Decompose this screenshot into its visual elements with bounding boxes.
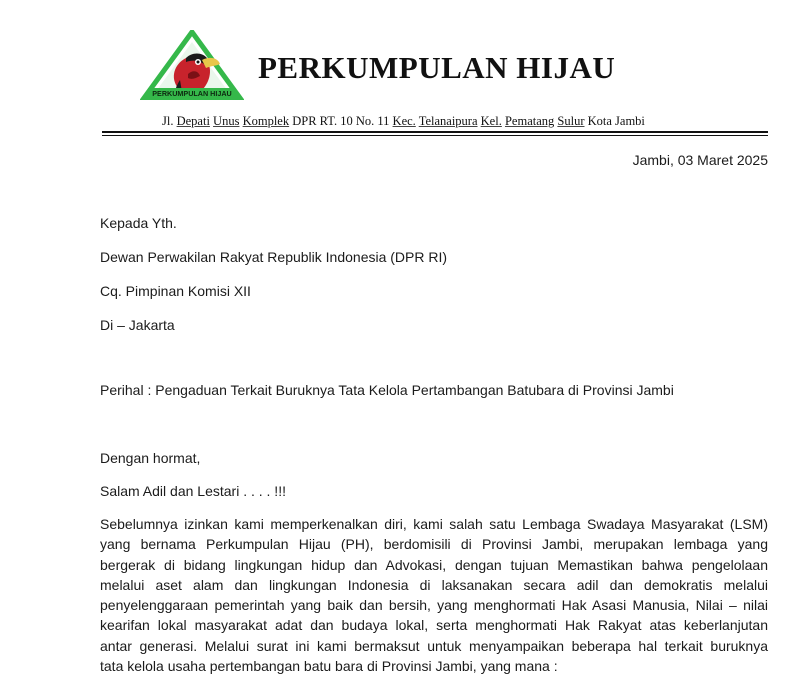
address-text: Jl. bbox=[162, 114, 177, 128]
address-word-underlined: Komplek bbox=[242, 114, 290, 128]
address-word-underlined: Telanaipura bbox=[418, 114, 478, 128]
organization-address bbox=[162, 114, 645, 129]
letter-subject: Perihal : Pengaduan Terkait Buruknya Tata Kelola Pertambangan Batubara di Provinsi Jambi bbox=[100, 382, 674, 398]
body-line: antar generasi. Melalui surat ini kami bermaksut untuk menyampaikan beberapa hal terkait buruknya bbox=[100, 637, 768, 654]
logo-text: PERKUMPULAN HIJAU bbox=[152, 89, 232, 98]
address-text: DPR RT. 10 No. 11 bbox=[289, 114, 393, 128]
body-paragraph bbox=[100, 514, 768, 676]
greeting: Dengan hormat, bbox=[100, 450, 201, 466]
address-word-underlined: Kel. bbox=[480, 114, 502, 128]
organization-name: PERKUMPULAN HIJAU bbox=[258, 50, 616, 85]
address-word-underlined: Unus bbox=[213, 114, 240, 128]
body-line: yang bernama Perkumpulan Hijau (PH), berdomisili di Provinsi Jambi, merupakan lembaga yang bbox=[100, 536, 768, 553]
address-word-underlined: Sulur bbox=[557, 114, 585, 128]
recipient-salutation: Kepada Yth. bbox=[100, 215, 177, 231]
recipient-location: Di – Jakarta bbox=[100, 317, 175, 333]
letterhead-rule-thick bbox=[102, 131, 768, 133]
recipient-attention: Cq. Pimpinan Komisi XII bbox=[100, 283, 251, 299]
body-line: penyelenggaraan pemerintah yang baik dan bersih, yang menghormati Hak Asasi Manusia, Nilai – nilai bbox=[100, 597, 768, 614]
organization-logo bbox=[140, 30, 244, 100]
body-line: Sebelumnya izinkan kami memperkenalkan diri, kami salah satu Lembaga Swadaya Masyarakat (LSM) bbox=[100, 516, 768, 532]
letter-date: Jambi, 03 Maret 2025 bbox=[632, 152, 768, 168]
body-line: kearifan lokal masyarakat adat dan budaya lokal, serta menghormati Hak Rakyat atas keberlanjutan bbox=[100, 617, 768, 634]
body-line: bergerak di bidang lingkungan hidup dan Advokasi, dengan tujuan Memastikan bahwa pengelolaan bbox=[100, 556, 768, 573]
address-word-underlined: Pematang bbox=[504, 114, 555, 128]
address-word-underlined: Depati bbox=[176, 114, 210, 128]
address-text: Kota Jambi bbox=[584, 114, 645, 128]
greeting-motto: Salam Adil dan Lestari . . . . !!! bbox=[100, 483, 286, 499]
recipient-institution: Dewan Perwakilan Rakyat Republik Indonesia (DPR RI) bbox=[100, 249, 448, 265]
body-line: tata kelola usaha pertembangan batu bara di Provinsi Jambi, yang mana : bbox=[100, 658, 558, 675]
address-word-underlined: Kec. bbox=[392, 114, 416, 128]
letterhead-rule-thin bbox=[102, 135, 768, 136]
body-line: melalui aset alam dan lingkungan Indonesia di laksanakan secara adil dan demokratis melalui bbox=[100, 576, 768, 593]
letterhead bbox=[0, 0, 800, 140]
